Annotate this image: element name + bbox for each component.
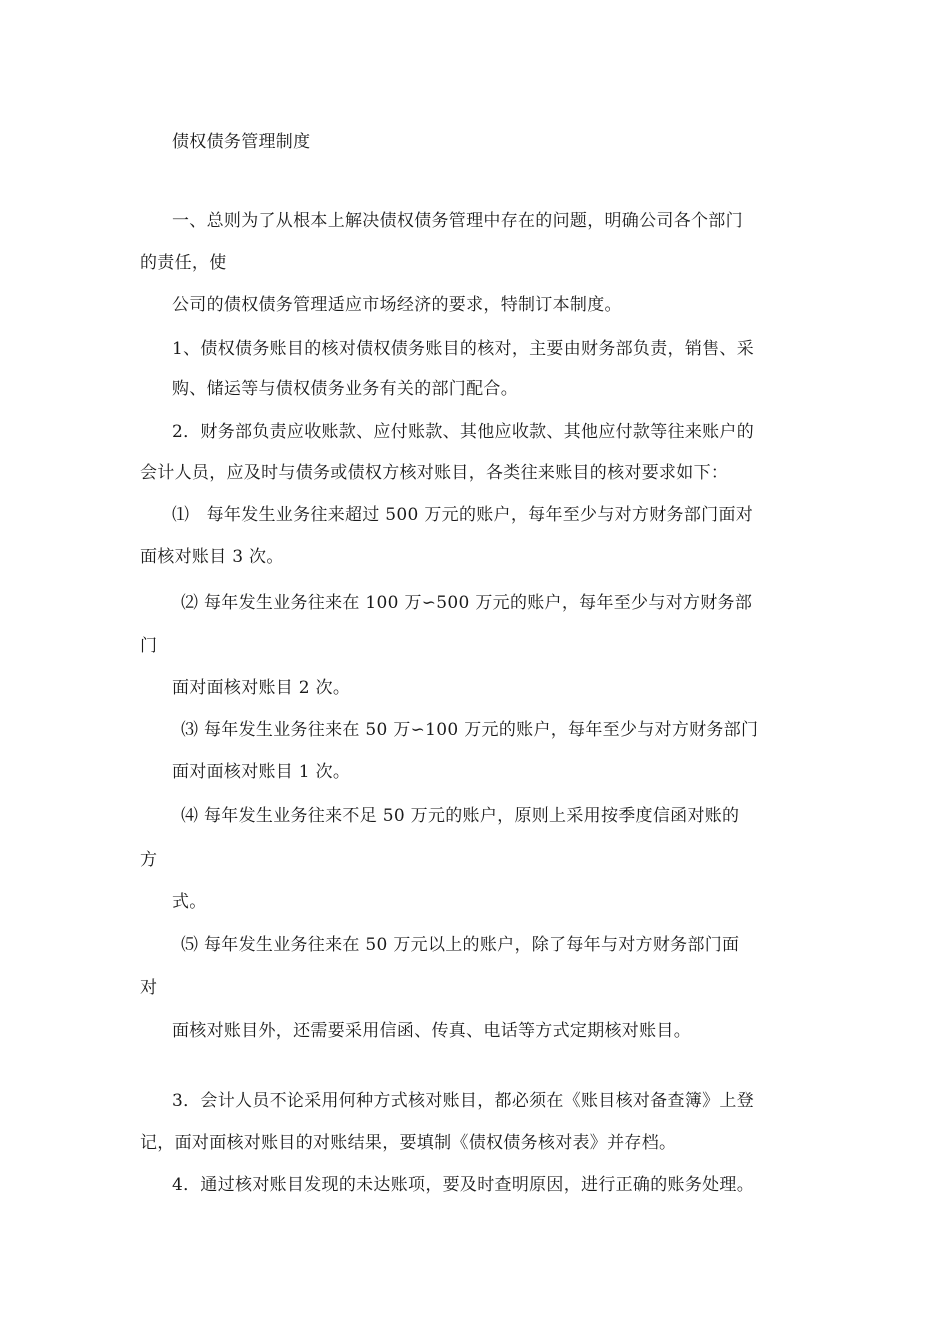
paragraph-line: 3．会计人员不论采用何种方式核对账目，都必须在《账目核对备查簿》上登 xyxy=(172,1091,755,1111)
paragraph-line: 对 xyxy=(140,978,158,998)
paragraph-line: 面对面核对账目 2 次。 xyxy=(172,678,351,698)
paragraph-line: 方 xyxy=(140,850,158,870)
paragraph-line: 会计人员，应及时与债务或债权方核对账目，各类往来账目的核对要求如下： xyxy=(140,463,729,483)
paragraph-line: ⑸ 每年发生业务往来在 50 万元以上的账户，除了每年与对方财务部门面 xyxy=(181,935,740,955)
paragraph-line: 一、总则为了从根本上解决债权债务管理中存在的问题，明确公司各个部门 xyxy=(172,211,743,231)
paragraph-line: 面对面核对账目 1 次。 xyxy=(172,762,351,782)
paragraph-line: 2．财务部负责应收账款、应付账款、其他应收款、其他应付款等往来账户的 xyxy=(172,422,755,442)
document-title: 债权债务管理制度 xyxy=(172,132,311,152)
paragraph-line: ⑵ 每年发生业务往来在 100 万∽500 万元的账户，每年至少与对方财务部 xyxy=(181,593,753,613)
paragraph-line: 4．通过核对账目发现的未达账项，要及时查明原因，进行正确的账务处理。 xyxy=(172,1175,755,1195)
paragraph-line: 门 xyxy=(140,636,158,656)
paragraph-line: 公司的债权债务管理适应市场经济的要求，特制订本制度。 xyxy=(172,295,622,315)
paragraph-line: 式。 xyxy=(172,892,207,912)
paragraph-line: 面核对账目外，还需要采用信函、传真、电话等方式定期核对账目。 xyxy=(172,1021,691,1041)
paragraph-line: 1、债权债务账目的核对债权债务账目的核对，主要由财务部负责，销售、采 xyxy=(172,339,755,359)
paragraph-line: ⑶ 每年发生业务往来在 50 万∽100 万元的账户，每年至少与对方财务部门 xyxy=(181,720,759,740)
paragraph-line: 面核对账目 3 次。 xyxy=(140,547,284,567)
paragraph-line: ⑴ 每年发生业务往来超过 500 万元的账户，每年至少与对方财务部门面对 xyxy=(172,505,754,525)
paragraph-line: ⑷ 每年发生业务往来不足 50 万元的账户，原则上采用按季度信函对账的 xyxy=(181,806,740,826)
paragraph-line: 购、储运等与债权债务业务有关的部门配合。 xyxy=(172,379,518,399)
paragraph-line: 记，面对面核对账目的对账结果，要填制《债权债务核对表》并存档。 xyxy=(140,1133,677,1153)
paragraph-line: 的责任，使 xyxy=(140,253,227,273)
